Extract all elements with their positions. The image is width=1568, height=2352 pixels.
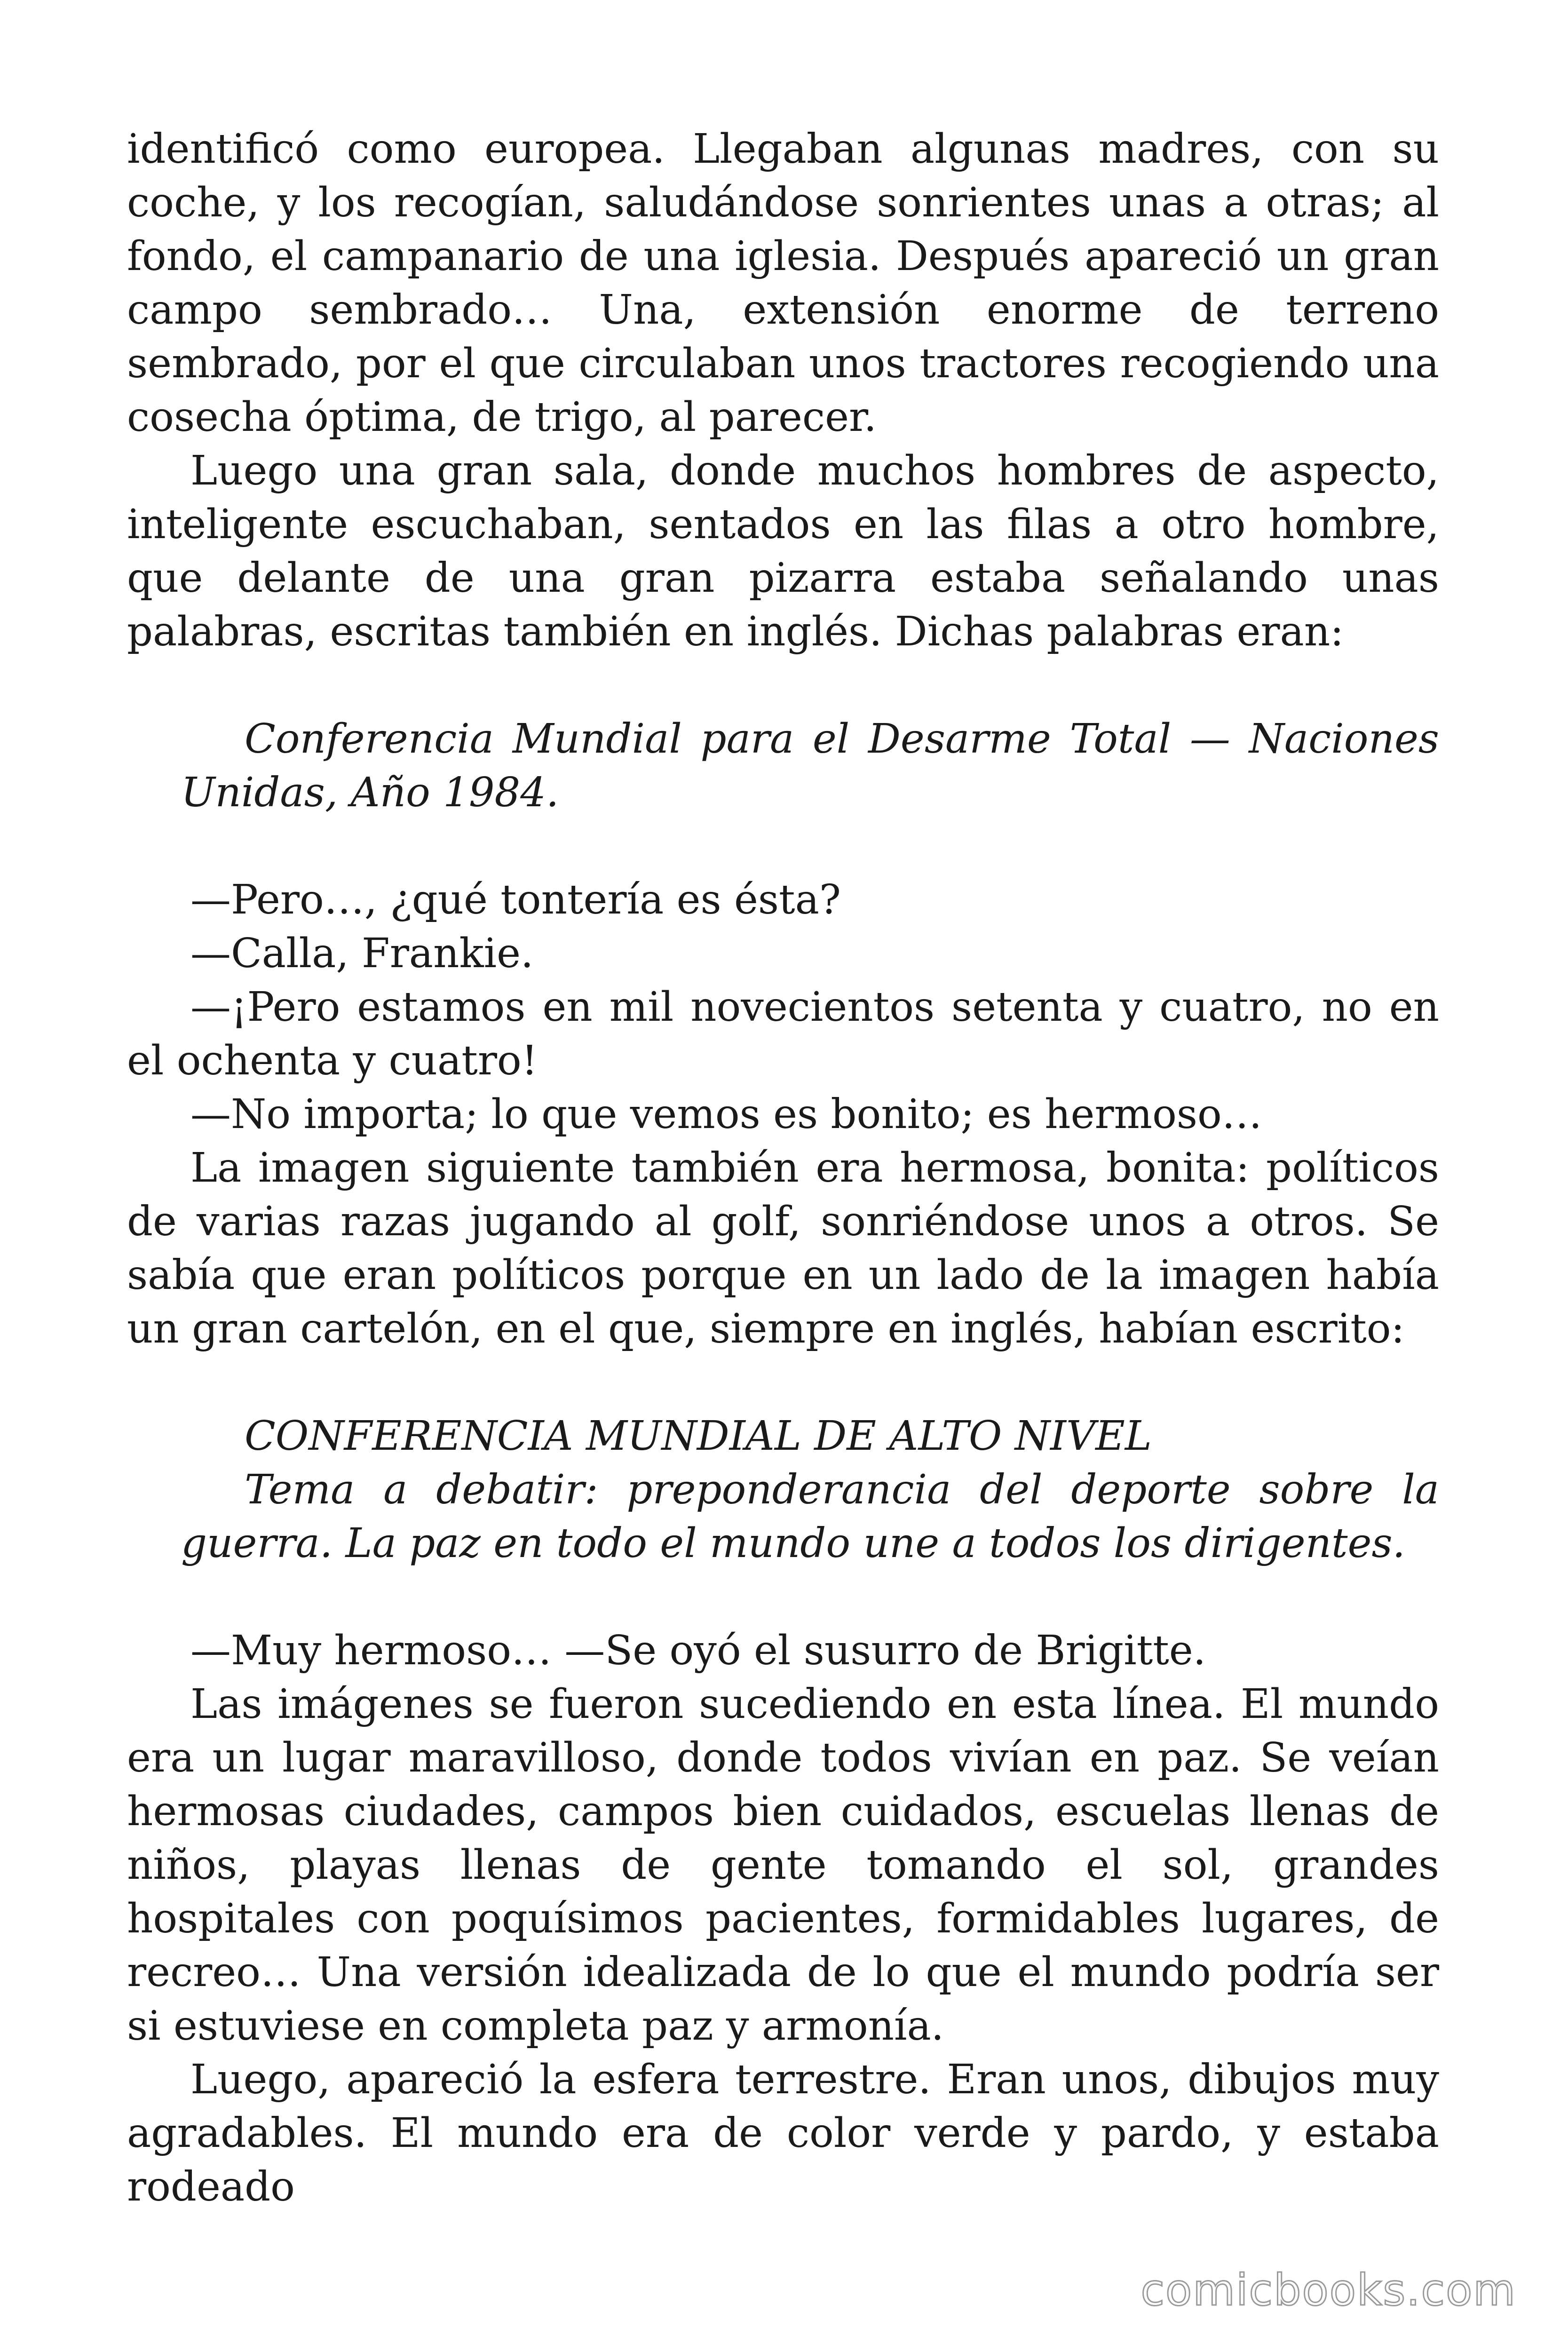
page-body — [127, 122, 1439, 2214]
dialogue-line: —¡Pero estamos en mil novecientos setenta y cuatro, no en el ochenta y cuatro! — [127, 984, 1439, 1084]
dialogue-line: —Pero…, ¿qué tontería es ésta? — [190, 876, 841, 923]
quote-text: Conferencia Mundial para el Desarme Total — Naciones Unidas, Año 1984. — [181, 715, 1439, 816]
quote-heading: CONFERENCIA MUNDIAL DE ALTO NIVEL — [245, 1413, 1152, 1460]
spacer — [127, 1570, 1439, 1624]
dialogue-line: —No importa; lo que vemos es bonito; es hermoso… — [190, 1091, 1262, 1138]
spacer — [127, 659, 1439, 712]
paragraph: La imagen siguiente también era hermosa, bonita: políticos de varias razas jugando al golf, sonriéndose unos a otros. Se sabía que eran políticos porque en un lado de la imagen había un gran cartelón, en el que, siempre en inglés, habían escrito: — [127, 1144, 1439, 1352]
dialogue-line: —Calla, Frankie. — [190, 930, 534, 977]
paragraph: Luego una gran sala, donde muchos hombres de aspecto, inteligente escuchaban, sentados en las filas a otro hombre, que delante de una gran pizarra estaba señalando unas palabras, escritas también en inglés. Dichas palabras eran: — [127, 447, 1439, 655]
dialogue-line: —Muy hermoso… —Se oyó el susurro de Brigitte. — [190, 1627, 1206, 1674]
paragraph: Las imágenes se fueron sucediendo en esta línea. El mundo era un lugar maravilloso, donde todos vivían en paz. Se veían hermosas ciudades, campos bien cuidados, escuelas llenas de niños, playas llenas de gente tomando el sol, grandes hospitales con poquísimos pacientes, formidables lugares, de recreo… Una versión idealizada de lo que el mundo podría ser si estuviese en completa paz y armonía. — [127, 1681, 1439, 2050]
quote-block — [127, 1409, 1439, 1570]
quote-block — [127, 712, 1439, 819]
paragraph: identificó como europea. Llegaban algunas madres, con su coche, y los recogían, saludándose sonrientes unas a otras; al fondo, el campanario de una iglesia. Después apareció un gran campo sembrado… Una, extensión enorme de terreno sembrado, por el que circulaban unos tractores recogiendo una cosecha óptima, de trigo, al parecer. — [127, 126, 1439, 441]
paragraph: Luego, apareció la esfera terrestre. Eran unos, dibujos muy agradables. El mundo era de color verde y pardo, y estaba rodeado — [127, 2056, 1439, 2210]
spacer — [127, 1356, 1439, 1409]
quote-text: Tema a debatir: preponderancia del deporte sobre la guerra. La paz en todo el mundo une a todos los dirigentes. — [181, 1466, 1439, 1567]
watermark-text: comicbooks.com — [1140, 2265, 1516, 2315]
spacer — [127, 819, 1439, 873]
